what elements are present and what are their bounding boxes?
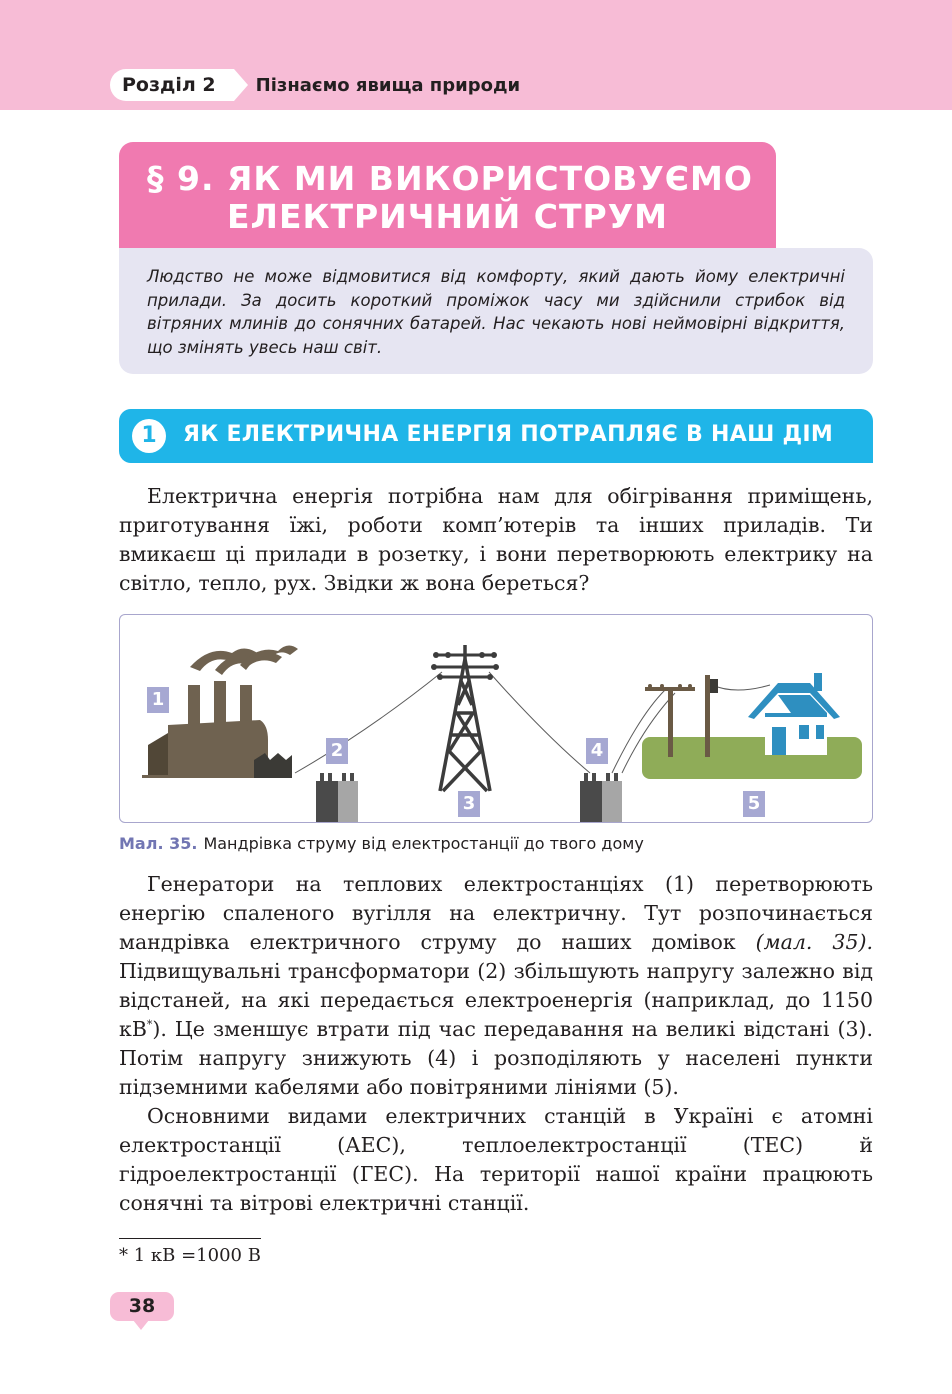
power-line (712, 685, 770, 690)
section-title-line2: ЕЛЕКТРИЧНИЙ СТРУМ (227, 197, 668, 236)
paragraph-2 (119, 870, 873, 1102)
paragraph-2-part1: Генератори на теплових електростанціях (1) перетворюють енергію спаленого вугілля на електричну. Тут розпочинається мандрівка електричного струму до наших домівок (119, 872, 873, 954)
caption-label: Мал. 35. (119, 834, 198, 853)
paragraph-2-part2: Підвищувальні трансформатори (2) збільшують напругу залежно від відстаней, на які передається електроенергія (наприклад, до 1150 кВ (119, 959, 873, 1041)
figure-35 (119, 614, 873, 823)
figure-caption (119, 834, 644, 853)
ground (642, 737, 862, 779)
footnote-rule (119, 1238, 261, 1239)
paragraph-2-part3: ). Це зменшує втрати під час передавання на великі відстані (3). Потім напругу знижують (4) і розподіляють у населені пункти підземними кабелями або повітряними лініями (5). (119, 1017, 873, 1099)
intro-box (119, 248, 873, 374)
power-line (295, 672, 442, 773)
section-title (147, 160, 753, 236)
transmission-tower-icon (432, 645, 498, 791)
caption-text: Мандрівка струму від електростанції до твого дому (203, 834, 644, 853)
chapter-header (110, 69, 520, 101)
paragraph-1: Електрична енергія потрібна нам для обігрівання приміщень, приготування їжі, роботи комп’ютерів та інших приладів. Ти вмикаєш ці прилади в розетку, і вони перетворюють електрику на світло, тепло, рух. Звідки ж вона береться? (119, 484, 873, 595)
chapter-label: Розділ 2 (110, 69, 234, 101)
section-title-line1: § 9. ЯК МИ ВИКОРИСТОВУЄМО (147, 159, 753, 198)
figure-label-4: 4 (586, 738, 608, 764)
figure-label-5: 5 (743, 791, 765, 817)
figure-label-3: 3 (458, 791, 480, 817)
figure-label-1: 1 (147, 687, 169, 713)
step-up-transformer-icon (316, 773, 358, 822)
subsection-title: ЯК ЕЛЕКТРИЧНА ЕНЕРГІЯ ПОТРАПЛЯЄ В НАШ ДІМ (183, 422, 834, 447)
figure-label-2: 2 (326, 738, 348, 764)
step-down-transformer-icon (580, 773, 622, 822)
page-number: 38 (110, 1292, 174, 1321)
intro-text: Людство не може відмовитися від комфорту, який дають йому електричні прилади. За досить короткий проміжок часу ми здійснили стрибок від вітряних млинів до сонячних батарей. Нас чекають нові неймовірні відкриття, що змінять увесь наш світ. (147, 267, 845, 357)
power-line (489, 672, 590, 773)
section-heading (119, 142, 776, 250)
subsection-heading (119, 409, 873, 463)
footnote-mark: * (146, 1018, 153, 1032)
footnote: * 1 кВ =1000 В (119, 1245, 261, 1266)
chapter-title: Пізнаємо явища природи (255, 74, 521, 96)
figure-reference: (мал. 35). (755, 930, 874, 954)
subsection-number: 1 (132, 419, 166, 453)
paragraph-3: Основними видами електричних станцій в Україні є атомні електростанції (АЕС), теплоелектростанції (ТЕС) й гідроелектростанції (ГЕС). На території нашої країни працюють сонячні та вітрові електричні станції. (119, 1104, 873, 1215)
